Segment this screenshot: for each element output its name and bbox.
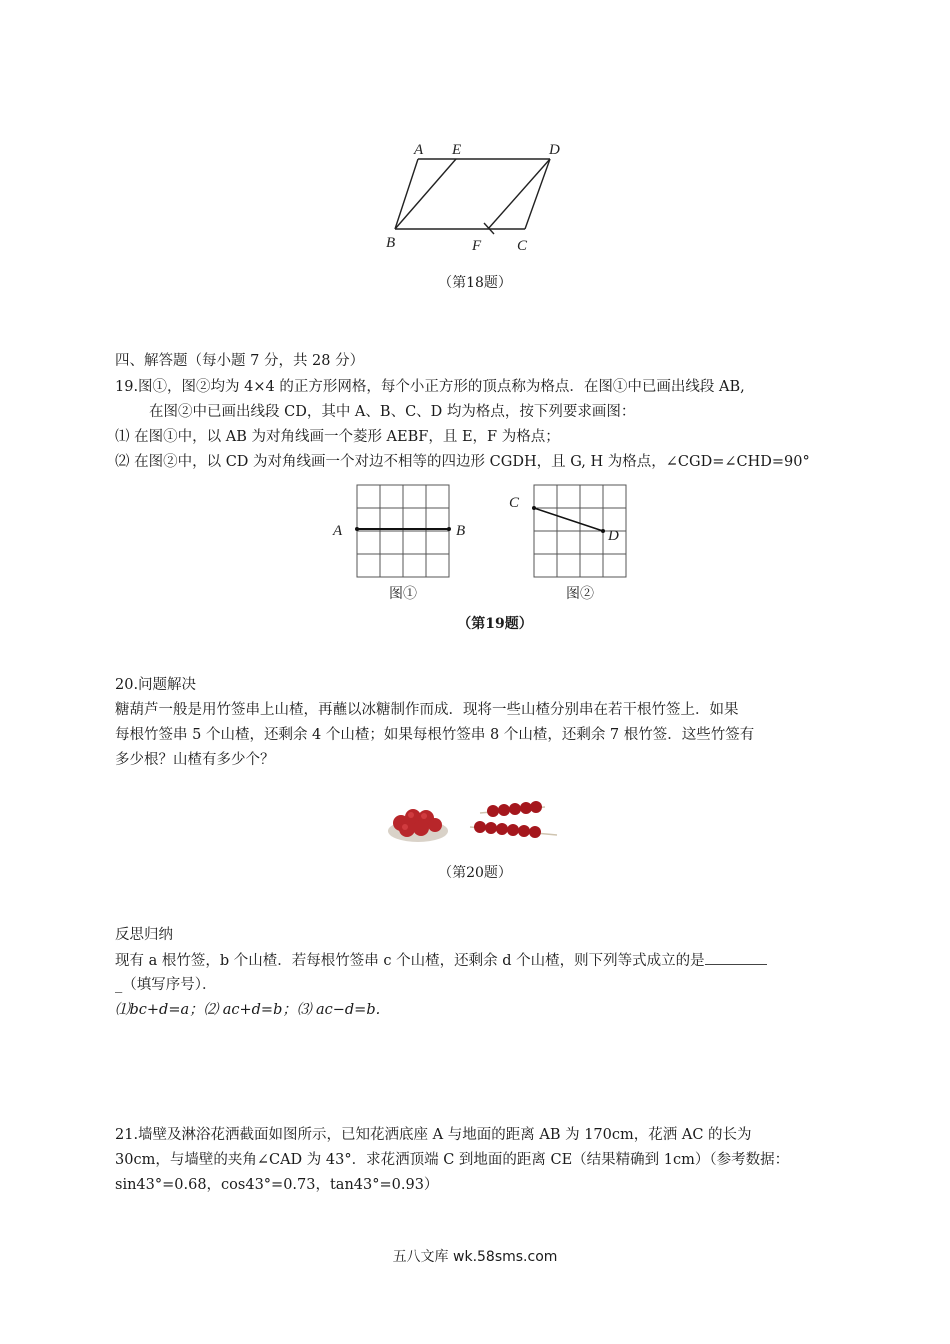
grid1-label-b: B <box>456 523 466 539</box>
label-b: B <box>386 235 396 251</box>
reflect-line-1-text: 现有 a 根竹签，b 个山楂．若每根竹签串 c 个山楂，还剩余 d 个山楂，则下列等式成立的是 <box>115 953 705 969</box>
grid2-label-c: C <box>509 495 520 511</box>
label-c: C <box>517 238 528 254</box>
answer-blank[interactable] <box>705 950 767 965</box>
figure-20-caption: （第20题） <box>438 865 512 881</box>
label-f: F <box>472 238 482 254</box>
reflect-line-3: ⑴bc+d=a；⑵ ac+d=b；⑶ ac−d=b. <box>115 1002 381 1018</box>
figure-19-caption: （第19题） <box>457 616 533 632</box>
grid1-label-a: A <box>333 523 343 539</box>
reflect-line-2: _（填写序号）． <box>115 977 217 993</box>
q20-para-2: 每根竹签串 5 个山楂，还剩余 4 个山楂；如果每根竹签串 8 个山楂，还剩余 7 根竹签．这些竹签有 <box>115 727 755 743</box>
segment-be <box>395 159 456 229</box>
section-title: 四、解答题（每小题 7 分，共 28 分） <box>115 353 365 369</box>
label-d: D <box>549 142 560 158</box>
q19-part1: ⑴ 在图①中，以 AB 为对角线画一个菱形 AEBF，且 E，F 为格点； <box>115 429 560 445</box>
q21-line-2: 30cm，与墙壁的夹角∠CAD 为 43°．求花洒顶端 C 到地面的距离 CE（结果精确到 1cm）（参考数据： <box>115 1152 790 1168</box>
grid2-caption: 图② <box>566 587 594 602</box>
q21-line-3: sin43°=0.68，cos43°=0.73，tan43°=0.93） <box>115 1177 439 1193</box>
q19-line1: 19.图①，图②均为 4×4 的正方形网格，每个小正方形的顶点称为格点．在图①中已画出线段 AB, <box>115 379 745 395</box>
figure-19-grid-2 <box>505 482 655 604</box>
q21-line-1: 21.墙壁及淋浴花洒截面如图所示，已知花洒底座 A 与地面的距离 AB 为 170cm，花洒 AC 的长为 <box>115 1127 752 1143</box>
edge-ab <box>395 159 418 229</box>
label-e: E <box>452 142 462 158</box>
segment-cd <box>534 508 603 531</box>
q20-para-1: 糖葫芦一般是用竹签串上山楂，再蘸以冰糖制作而成．现将一些山楂分别串在若干根竹签上．如果 <box>115 702 739 718</box>
grid1-caption: 图① <box>389 587 417 602</box>
segment-df <box>488 159 550 229</box>
figure-19-grid-1 <box>330 482 480 604</box>
figure-18-parallelogram <box>380 138 580 258</box>
reflect-line-1 <box>115 950 767 971</box>
footer-watermark: 五八文库 wk.58sms.com <box>392 1249 558 1265</box>
figure-18-caption: （第18题） <box>438 275 512 291</box>
reflect-title: 反思归纳 <box>115 927 173 943</box>
q20-para-3: 多少根？山楂有多少个？ <box>115 752 275 768</box>
label-a: A <box>414 142 424 158</box>
q20-title: 20.问题解决 <box>115 677 197 693</box>
candied-hawthorn-image <box>385 795 565 855</box>
grid2-label-d: D <box>608 528 619 544</box>
q19-part2: ⑵ 在图②中，以 CD 为对角线画一个对边不相等的四边形 CGDH，且 G, H 为格点，∠CGD=∠CHD=90° <box>115 454 810 470</box>
edge-dc <box>525 159 550 229</box>
q19-line2: 在图②中已画出线段 CD，其中 A、B、C、D 均为格点，按下列要求画图： <box>149 404 636 420</box>
